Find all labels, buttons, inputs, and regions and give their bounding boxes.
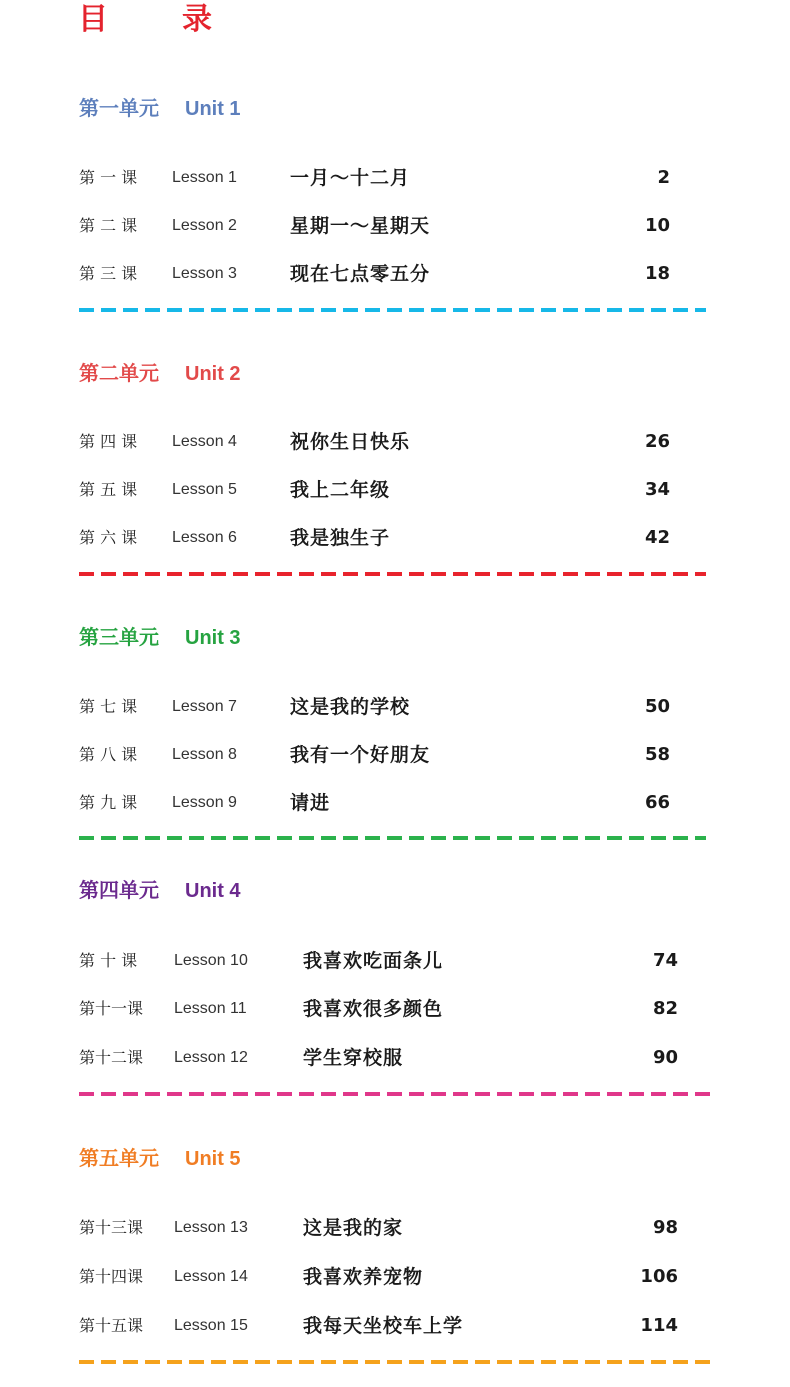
lesson-english: Lesson 4 bbox=[172, 433, 237, 450]
lesson-title: 现在七点零五分 bbox=[290, 263, 431, 285]
unit-heading[interactable] bbox=[79, 625, 241, 651]
lesson-row[interactable] bbox=[0, 741, 790, 769]
lesson-english: Lesson 12 bbox=[174, 1049, 248, 1066]
lesson-row[interactable] bbox=[0, 1263, 790, 1291]
lesson-row[interactable] bbox=[0, 164, 790, 192]
page-number: 50 bbox=[644, 696, 670, 717]
lesson-title: 我喜欢很多颜色 bbox=[303, 998, 444, 1020]
lesson-number: 第 六 课 bbox=[79, 528, 138, 547]
lesson-row[interactable] bbox=[0, 260, 790, 288]
lesson-title: 请进 bbox=[290, 792, 331, 814]
lesson-number: 第 四 课 bbox=[79, 432, 138, 451]
page-number: 106 bbox=[640, 1266, 678, 1287]
lesson-row[interactable] bbox=[0, 524, 790, 552]
page-number: 2 bbox=[657, 167, 670, 188]
unit-heading[interactable] bbox=[79, 361, 241, 387]
lesson-number: 第十五课 bbox=[79, 1316, 144, 1335]
lesson-title: 这是我的家 bbox=[303, 1217, 404, 1239]
lesson-english: Lesson 5 bbox=[172, 481, 237, 498]
lesson-number: 第 七 课 bbox=[79, 697, 138, 716]
lesson-title: 祝你生日快乐 bbox=[290, 431, 411, 453]
page-number: 34 bbox=[644, 479, 670, 500]
page-number: 10 bbox=[644, 215, 670, 236]
lesson-title: 我是独生子 bbox=[290, 527, 391, 549]
lesson-number: 第十三课 bbox=[79, 1218, 144, 1237]
unit-heading[interactable] bbox=[79, 96, 241, 122]
unit-name-en: Unit 2 bbox=[185, 363, 241, 385]
lesson-number: 第十一课 bbox=[79, 999, 144, 1018]
lesson-title: 这是我的学校 bbox=[290, 696, 411, 718]
lesson-title: 星期一～星期天 bbox=[290, 215, 431, 237]
unit-name-cn: 第二单元 bbox=[79, 363, 159, 385]
lesson-number: 第 一 课 bbox=[79, 168, 138, 187]
lesson-title: 一月～十二月 bbox=[290, 167, 411, 189]
unit-name-cn: 第四单元 bbox=[79, 880, 159, 902]
page-number: 66 bbox=[644, 792, 670, 813]
unit-name-cn: 第三单元 bbox=[79, 627, 159, 649]
lesson-number: 第 三 课 bbox=[79, 264, 138, 283]
lesson-title: 我上二年级 bbox=[290, 479, 391, 501]
unit-name-en: Unit 3 bbox=[185, 627, 241, 649]
page-number: 98 bbox=[652, 1217, 678, 1238]
page-number: 114 bbox=[640, 1315, 678, 1336]
lesson-english: Lesson 10 bbox=[174, 952, 248, 969]
lesson-english: Lesson 3 bbox=[172, 265, 237, 282]
page-title: 目 录 bbox=[78, 2, 234, 37]
lesson-row[interactable] bbox=[0, 476, 790, 504]
lesson-row[interactable] bbox=[0, 1214, 790, 1242]
lesson-row[interactable] bbox=[0, 428, 790, 456]
page-number: 18 bbox=[644, 263, 670, 284]
section-divider bbox=[79, 1360, 715, 1364]
lesson-number: 第 二 课 bbox=[79, 216, 138, 235]
lesson-title: 学生穿校服 bbox=[303, 1047, 404, 1069]
section-divider bbox=[79, 1092, 715, 1096]
unit-name-cn: 第一单元 bbox=[79, 98, 159, 120]
lesson-title: 我喜欢养宠物 bbox=[303, 1266, 424, 1288]
lesson-title: 我有一个好朋友 bbox=[290, 744, 431, 766]
lesson-english: Lesson 7 bbox=[172, 698, 237, 715]
lesson-english: Lesson 14 bbox=[174, 1268, 248, 1285]
lesson-english: Lesson 6 bbox=[172, 529, 237, 546]
page-number: 42 bbox=[644, 527, 670, 548]
lesson-number: 第十二课 bbox=[79, 1048, 144, 1067]
unit-name-en: Unit 5 bbox=[185, 1148, 241, 1170]
lesson-english: Lesson 9 bbox=[172, 794, 237, 811]
section-divider bbox=[79, 836, 706, 840]
unit-heading[interactable] bbox=[79, 1146, 241, 1172]
lesson-english: Lesson 15 bbox=[174, 1317, 248, 1334]
lesson-row[interactable] bbox=[0, 1312, 790, 1340]
page-number: 82 bbox=[652, 998, 678, 1019]
page-number: 90 bbox=[652, 1047, 678, 1068]
lesson-row[interactable] bbox=[0, 947, 790, 975]
lesson-number: 第 五 课 bbox=[79, 480, 138, 499]
lesson-title: 我喜欢吃面条儿 bbox=[303, 950, 444, 972]
lesson-number: 第十四课 bbox=[79, 1267, 144, 1286]
page-number: 26 bbox=[644, 431, 670, 452]
page-number: 58 bbox=[644, 744, 670, 765]
lesson-english: Lesson 2 bbox=[172, 217, 237, 234]
lesson-english: Lesson 13 bbox=[174, 1219, 248, 1236]
lesson-number: 第 八 课 bbox=[79, 745, 138, 764]
lesson-number: 第 十 课 bbox=[79, 951, 138, 970]
lesson-row[interactable] bbox=[0, 212, 790, 240]
lesson-row[interactable] bbox=[0, 995, 790, 1023]
section-divider bbox=[79, 308, 706, 312]
unit-name-en: Unit 4 bbox=[185, 880, 241, 902]
lesson-english: Lesson 1 bbox=[172, 169, 237, 186]
lesson-english: Lesson 11 bbox=[174, 1000, 247, 1017]
lesson-row[interactable] bbox=[0, 1044, 790, 1072]
lesson-row[interactable] bbox=[0, 693, 790, 721]
page-number: 74 bbox=[652, 950, 678, 971]
unit-name-cn: 第五单元 bbox=[79, 1148, 159, 1170]
lesson-title: 我每天坐校车上学 bbox=[303, 1315, 464, 1337]
lesson-number: 第 九 课 bbox=[79, 793, 138, 812]
unit-name-en: Unit 1 bbox=[185, 98, 241, 120]
section-divider bbox=[79, 572, 706, 576]
lesson-english: Lesson 8 bbox=[172, 746, 237, 763]
unit-heading[interactable] bbox=[79, 878, 241, 904]
lesson-row[interactable] bbox=[0, 789, 790, 817]
